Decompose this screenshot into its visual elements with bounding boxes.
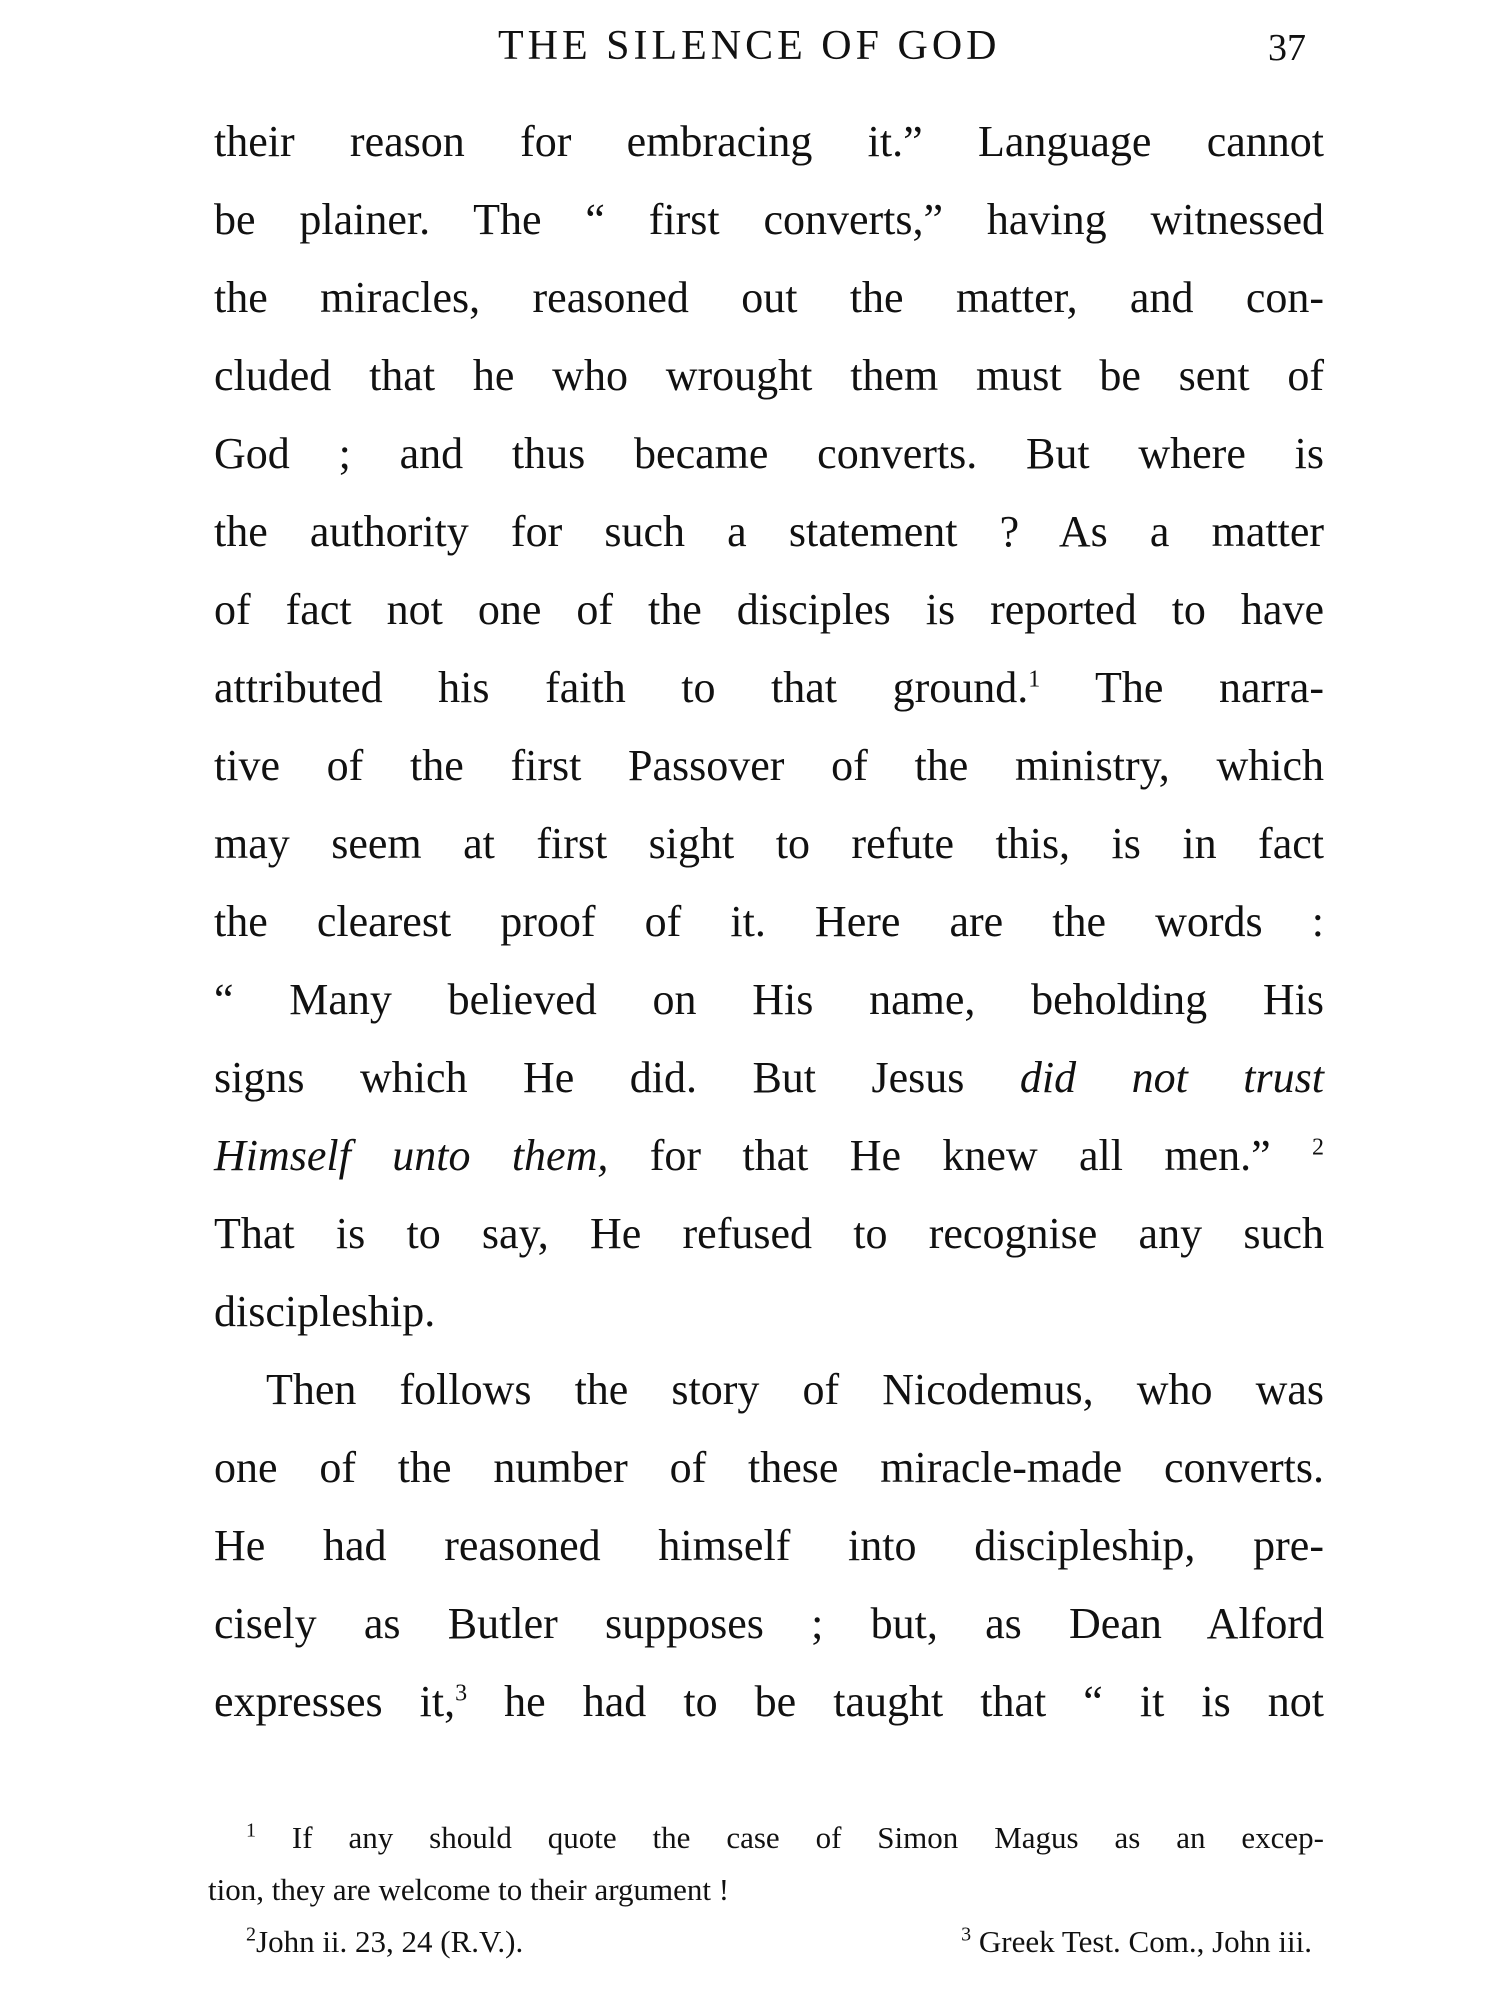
text-line: cluded that he who wrought them must be sent of xyxy=(214,351,1324,400)
footnote-text: John ii. 23, 24 (R.V.). xyxy=(256,1924,524,1959)
italic-text: did not trust xyxy=(1019,1053,1324,1102)
text-line xyxy=(214,1039,1324,1117)
footnote-row xyxy=(208,1916,1324,1968)
footnote-reference: 1 xyxy=(1028,666,1041,693)
text-line xyxy=(214,1663,1324,1741)
text-line: of fact not one of the disciples is reported to have xyxy=(214,585,1324,634)
text-fragment: expresses it, xyxy=(214,1677,456,1726)
text-line: discipleship. xyxy=(214,1287,436,1336)
text-fragment: for that He knew all men.” xyxy=(608,1131,1312,1180)
running-head xyxy=(0,18,1500,78)
text-fragment: signs which He did. But Jesus xyxy=(214,1053,1020,1102)
footnote-1 xyxy=(208,1812,1324,1864)
text-line: cisely as Butler supposes ; but, as Dean Alford xyxy=(214,1599,1324,1648)
footnote-text: If any should quote the case of Simon Magus as an excep- xyxy=(291,1820,1325,1855)
text-line: may seem at first sight to refute this, is in fact xyxy=(214,819,1324,868)
footnote-2 xyxy=(246,1916,523,1968)
text-line: tive of the first Passover of the ministry, which xyxy=(214,741,1324,790)
footnote-marker: 2 xyxy=(246,1923,256,1946)
italic-text: Himself unto them, xyxy=(214,1131,609,1180)
text-line xyxy=(214,1117,1324,1195)
text-line: Then follows the story of Nicodemus, who was xyxy=(266,1365,1324,1414)
text-line: That is to say, He refused to recognise any such xyxy=(214,1209,1324,1258)
text-line: be plainer. The “ first converts,” having witnessed xyxy=(214,195,1324,244)
text-line: their reason for embracing it.” Language cannot xyxy=(214,117,1324,166)
footnote-reference: 3 xyxy=(455,1680,468,1707)
footnote-marker: 3 xyxy=(961,1923,972,1946)
text-fragment: attributed his faith to that ground. xyxy=(214,663,1029,712)
text-line xyxy=(214,649,1324,727)
footnote-1-continued: tion, they are welcome to their argument ! xyxy=(208,1872,730,1907)
footnote-text: Greek Test. Com., John iii. xyxy=(978,1924,1312,1959)
text-line: He had reasoned himself into discipleship, pre- xyxy=(214,1521,1324,1570)
body-text xyxy=(214,103,1324,1741)
footnote-marker: 1 xyxy=(246,1819,256,1842)
text-line: “ Many believed on His name, beholding His xyxy=(214,975,1324,1024)
footnote-3 xyxy=(961,1916,1312,1968)
text-line: the clearest proof of it. Here are the words : xyxy=(214,897,1324,946)
footnote-reference: 2 xyxy=(1312,1134,1324,1161)
text-line: the miracles, reasoned out the matter, and con- xyxy=(214,273,1324,322)
text-fragment: The narra- xyxy=(1040,663,1324,712)
text-line: one of the number of these miracle-made converts. xyxy=(214,1443,1324,1492)
footnotes xyxy=(208,1812,1324,1968)
page-number: 37 xyxy=(1268,27,1306,69)
text-line: God ; and thus became converts. But where is xyxy=(214,429,1324,478)
running-title: THE SILENCE OF GOD xyxy=(498,23,1001,69)
text-fragment: he had to be taught that “ it is not xyxy=(467,1677,1324,1726)
text-line: the authority for such a statement ? As a matter xyxy=(214,507,1324,556)
